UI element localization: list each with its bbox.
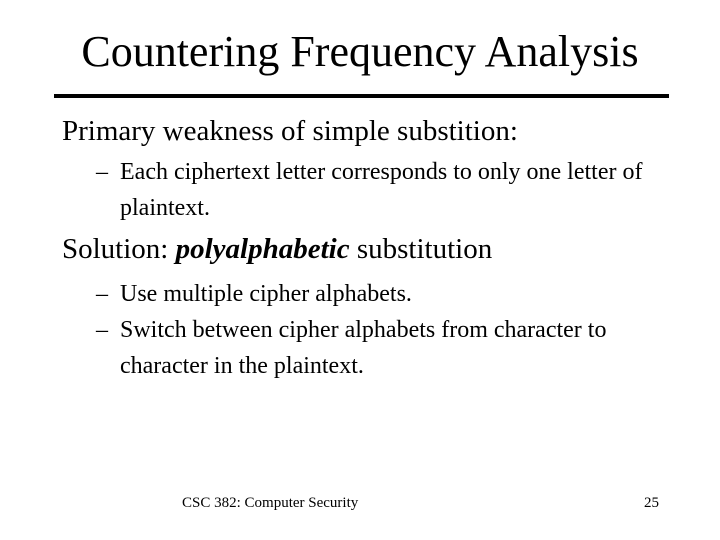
bullet-primary-weakness: Primary weakness of simple substition: <box>62 115 518 147</box>
sub-bullet-text: Each ciphertext letter corresponds to only one letter of plaintext. <box>120 159 643 221</box>
footer-course-name: CSC 382: Computer Security <box>182 495 359 511</box>
sub-bullet-switch-alphabets <box>96 312 676 384</box>
bullet-solution <box>62 232 492 266</box>
dash-marker: – <box>96 159 108 185</box>
title-divider <box>54 94 669 98</box>
sub-bullet-text: Switch between cipher alphabets from character to character in the plaintext. <box>120 317 607 379</box>
sub-bullet-multiple-alphabets <box>96 276 676 312</box>
footer-page-number: 25 <box>644 495 659 511</box>
bullet-solution-prefix: Solution: <box>62 233 176 265</box>
sub-bullet-text: Use multiple cipher alphabets. <box>120 281 412 307</box>
bullet-solution-emphasis: polyalphabetic <box>175 233 350 265</box>
dash-marker: – <box>96 317 108 343</box>
bullet-solution-suffix: substitution <box>349 233 493 265</box>
sub-bullet-ciphertext-letter <box>96 154 656 226</box>
slide-title: Countering Frequency Analysis <box>81 27 639 76</box>
dash-marker: – <box>96 281 108 307</box>
